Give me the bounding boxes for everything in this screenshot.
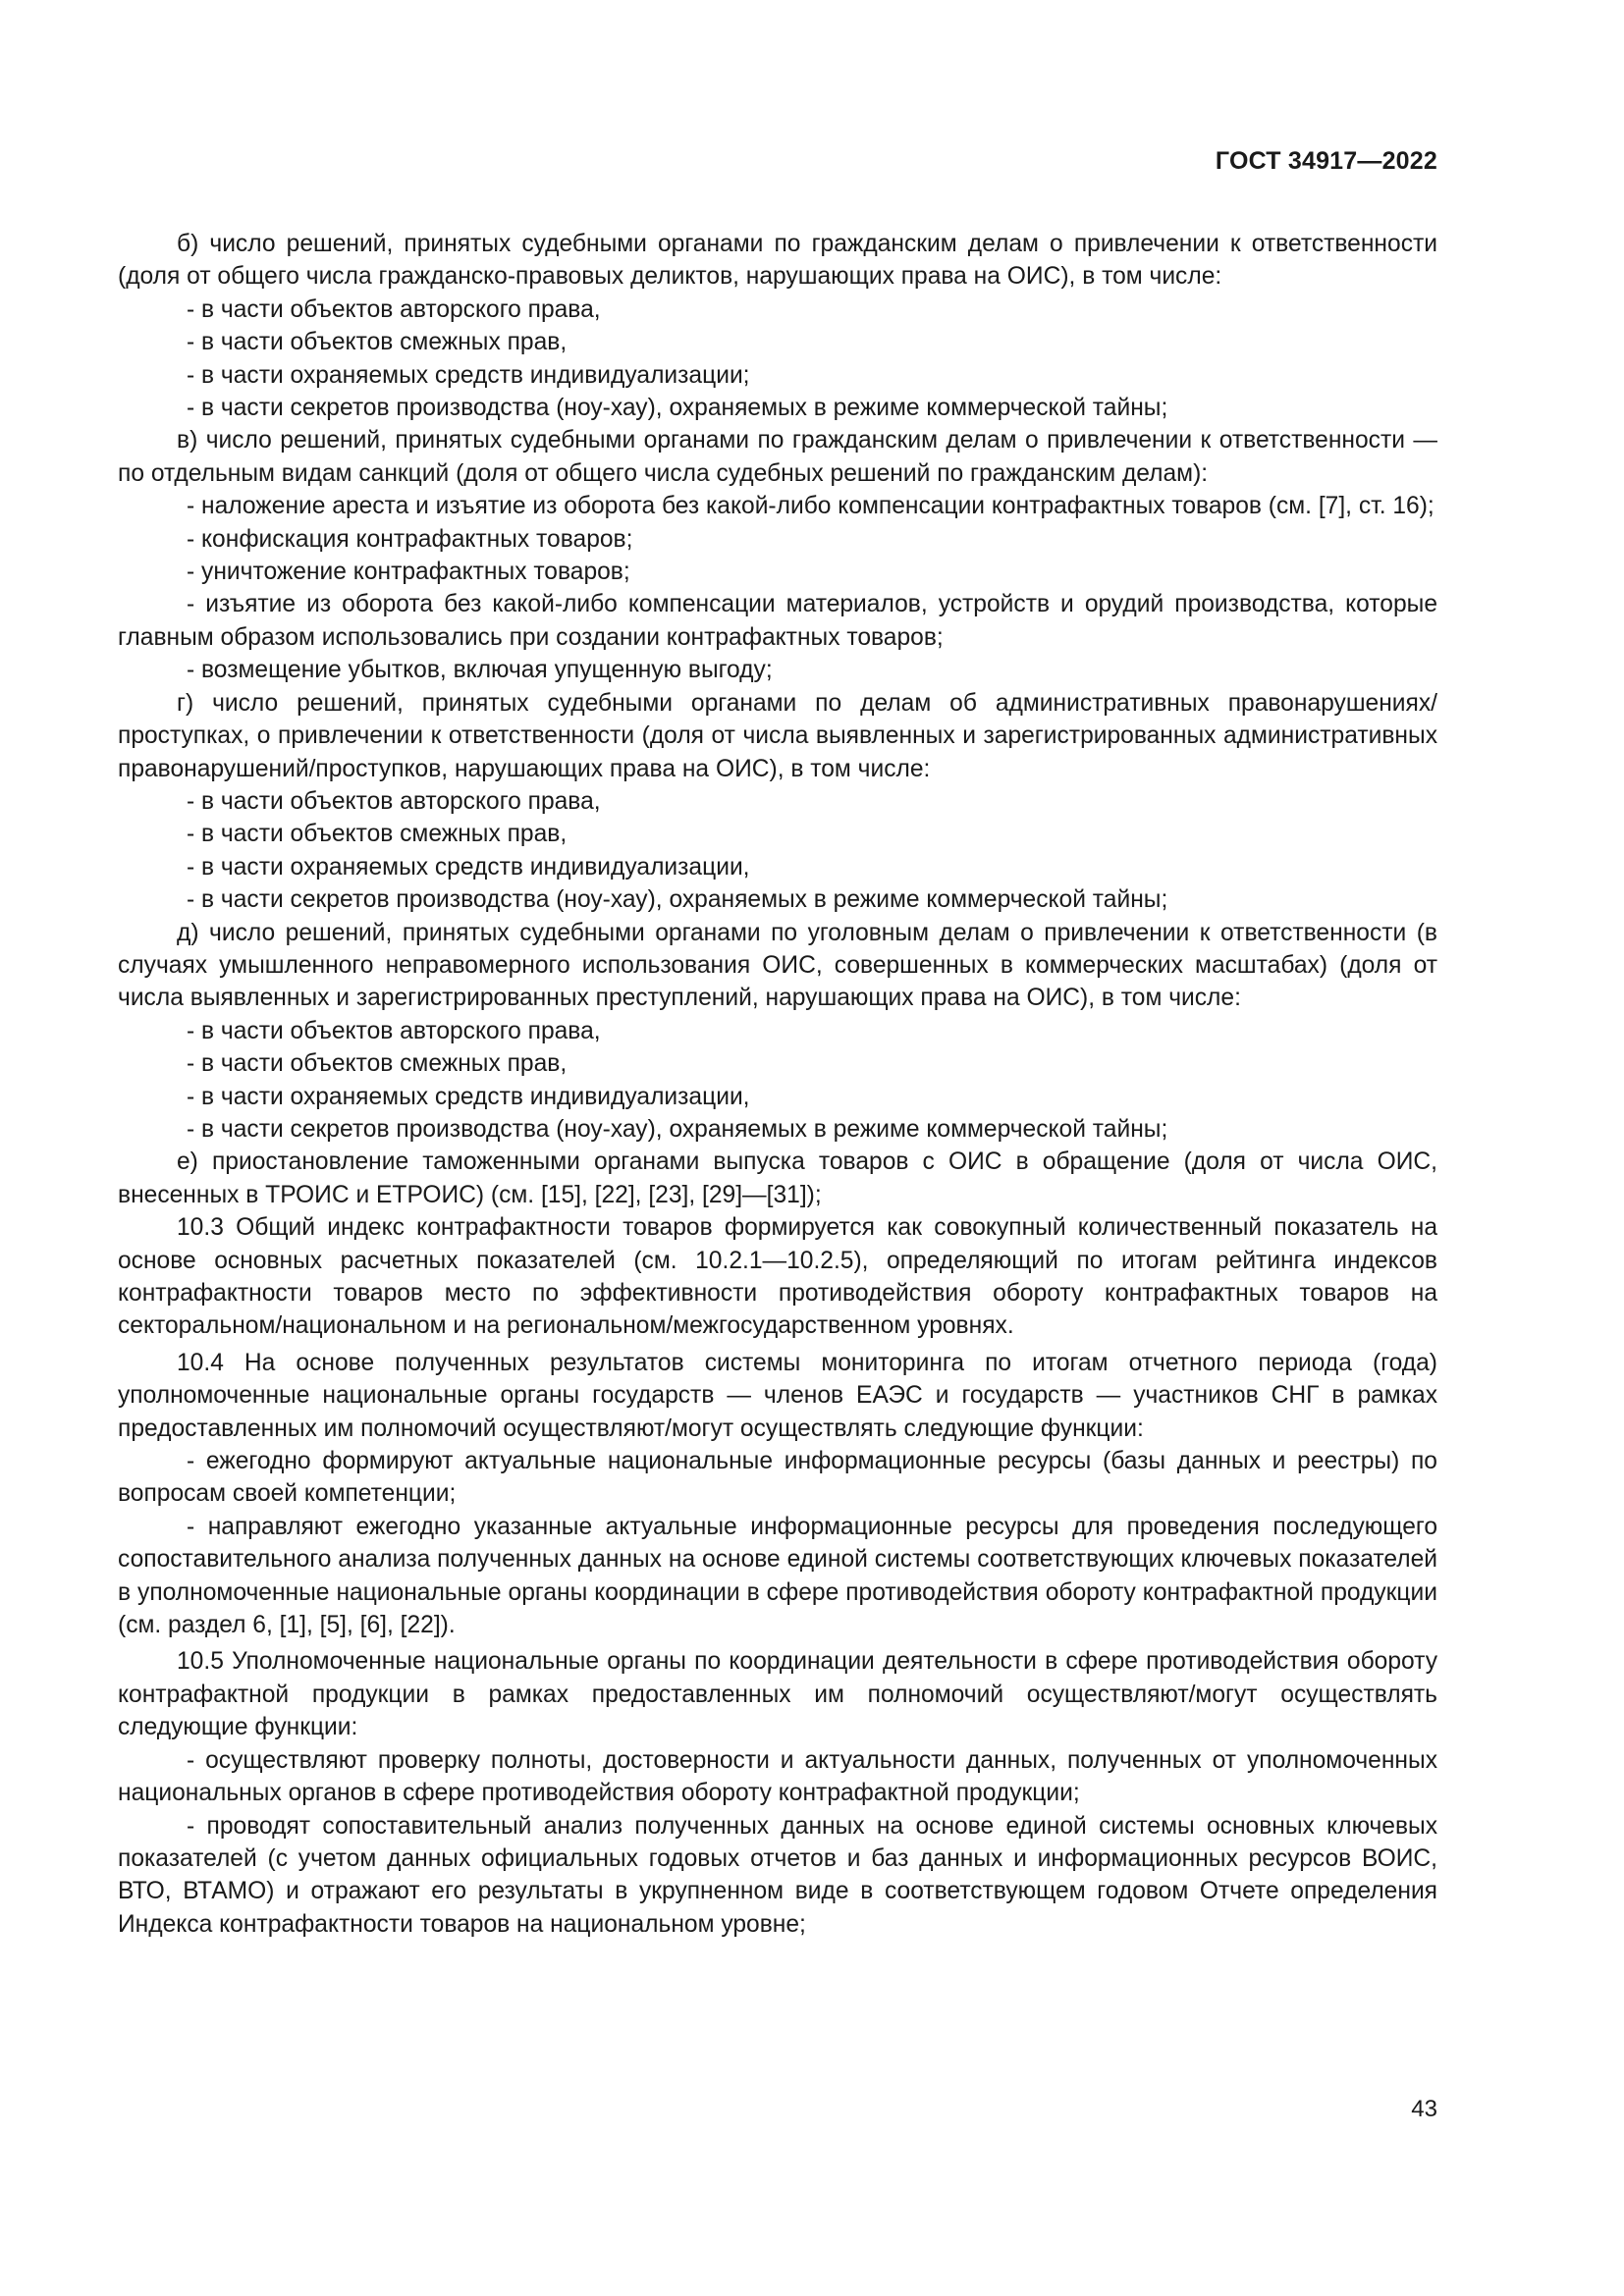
list-item: - наложение ареста и изъятие из оборота без какой-либо компенсации контрафактных товаров (см. [7], ст. 16); <box>187 493 1435 520</box>
document-code-header: ГОСТ 34917—2022 <box>1215 147 1437 175</box>
list-item: - в части объектов смежных прав, <box>187 1050 568 1078</box>
paragraph: в) число решений, принятых судебными органами по гражданским делам о привлечении к ответственности — по отдельным видам санкций (доля от общего числа судебных решений по гражданским делам): <box>118 427 1437 487</box>
list-item: - в части объектов смежных прав, <box>187 821 568 848</box>
list-item: - в части охраняемых средств индивидуализации, <box>187 853 750 881</box>
list-item: - ежегодно формируют актуальные национальные информационные ресурсы (базы данных и реестры) по вопросам своей компетенции; <box>118 1448 1437 1508</box>
document-body <box>118 228 1437 1941</box>
paragraph: 10.3 Общий индекс контрафактности товаров формируется как совокупный количественный показатель на основе основных расчетных показателей (см. 10.2.1—10.2.5), определяющий по итогам рейтинга индексов контрафактности товаров место по эффективности противодействия обороту контрафактных товаров на секторальном/национальном и на региональном/межгосударственном уровнях. <box>118 1214 1437 1340</box>
list-item: - осуществляют проверку полноты, достоверности и актуальности данных, полученных от уполномоченных национальных органов в сфере противодействия обороту контрафактной продукции; <box>118 1746 1437 1807</box>
list-item: - в части секретов производства (ноу-хау), охраняемых в режиме коммерческой тайны; <box>187 886 1168 914</box>
list-item: - в части охраняемых средств индивидуализации, <box>187 1083 750 1110</box>
list-item: - в части объектов авторского права, <box>187 1017 601 1044</box>
list-item: - в части секретов производства (ноу-хау), охраняемых в режиме коммерческой тайны; <box>187 1115 1168 1143</box>
paragraph: г) число решений, принятых судебными органами по делам об административных правонарушениях/проступках, о привлечении к ответственности (доля от числа выявленных и зарегистрированных административных правонарушений/проступков, нарушающих права на ОИС), в том числе: <box>118 689 1437 782</box>
list-item: - проводят сопоставительный анализ полученных данных на основе единой системы основных ключевых показателей (с учетом данных официальных годовых отчетов и баз данных и информационных ресурсов ВОИС, ВТО, ВТАМО) и отражают его результаты в укрупненном виде в соответствующем годовом Отчете определения Индекса контрафактности товаров на национальном уровне; <box>118 1812 1437 1938</box>
list-item: - в части охраняемых средств индивидуализации; <box>187 361 750 389</box>
list-item: - изъятие из оборота без какой-либо компенсации материалов, устройств и орудий производства, которые главным образом использовались при создании контрафактных товаров; <box>118 591 1437 651</box>
list-item: - возмещение убытков, включая упущенную выгоду; <box>187 657 773 684</box>
paragraph: 10.4 На основе полученных результатов системы мониторинга по итогам отчетного периода (года) уполномоченные национальные органы государств — членов ЕАЭС и государств — участников СНГ в рамках предоставленных им полномочий осуществляют/могут осуществлять следующие функции: <box>118 1349 1437 1442</box>
list-item: - конфискация контрафактных товаров; <box>187 525 633 553</box>
page-number: 43 <box>1411 2096 1437 2122</box>
paragraph: б) число решений, принятых судебными органами по гражданским делам о привлечении к ответственности (доля от общего числа гражданско-правовых деликтов, нарушающих права на ОИС), в том числе: <box>118 231 1437 291</box>
paragraph: 10.5 Уполномоченные национальные органы по координации деятельности в сфере противодействия обороту контрафактной продукции в рамках предоставленных им полномочий осуществляют/могут осуществлять следующие функции: <box>118 1648 1437 1741</box>
list-item: - уничтожение контрафактных товаров; <box>187 559 630 586</box>
list-item: - направляют ежегодно указанные актуальные информационные ресурсы для проведения последующего сопоставительного анализа полученных данных на основе единой системы соответствующих ключевых показателей в уполномоченные национальные органы координации в сфере противодействия обороту контрафактной продукции (см. раздел 6, [1], [5], [6], [22]). <box>118 1513 1437 1639</box>
paragraph: е) приостановление таможенными органами выпуска товаров с ОИС в обращение (доля от числа ОИС, внесенных в ТРОИС и ЕТРОИС) (см. [15], [22], [23], [29]—[31]); <box>118 1148 1437 1208</box>
list-item: - в части объектов смежных прав, <box>187 329 568 356</box>
list-item: - в части объектов авторского права, <box>187 787 601 815</box>
paragraph: д) число решений, принятых судебными органами по уголовным делам о привлечении к ответственности (в случаях умышленного неправомерного использования ОИС, совершенных в коммерческих масштабах) (доля от числа выявленных и зарегистрированных преступлений, нарушающих права на ОИС), в том числе: <box>118 919 1437 1012</box>
list-item: - в части объектов авторского права, <box>187 295 601 323</box>
list-item: - в части секретов производства (ноу-хау), охраняемых в режиме коммерческой тайны; <box>187 395 1168 422</box>
